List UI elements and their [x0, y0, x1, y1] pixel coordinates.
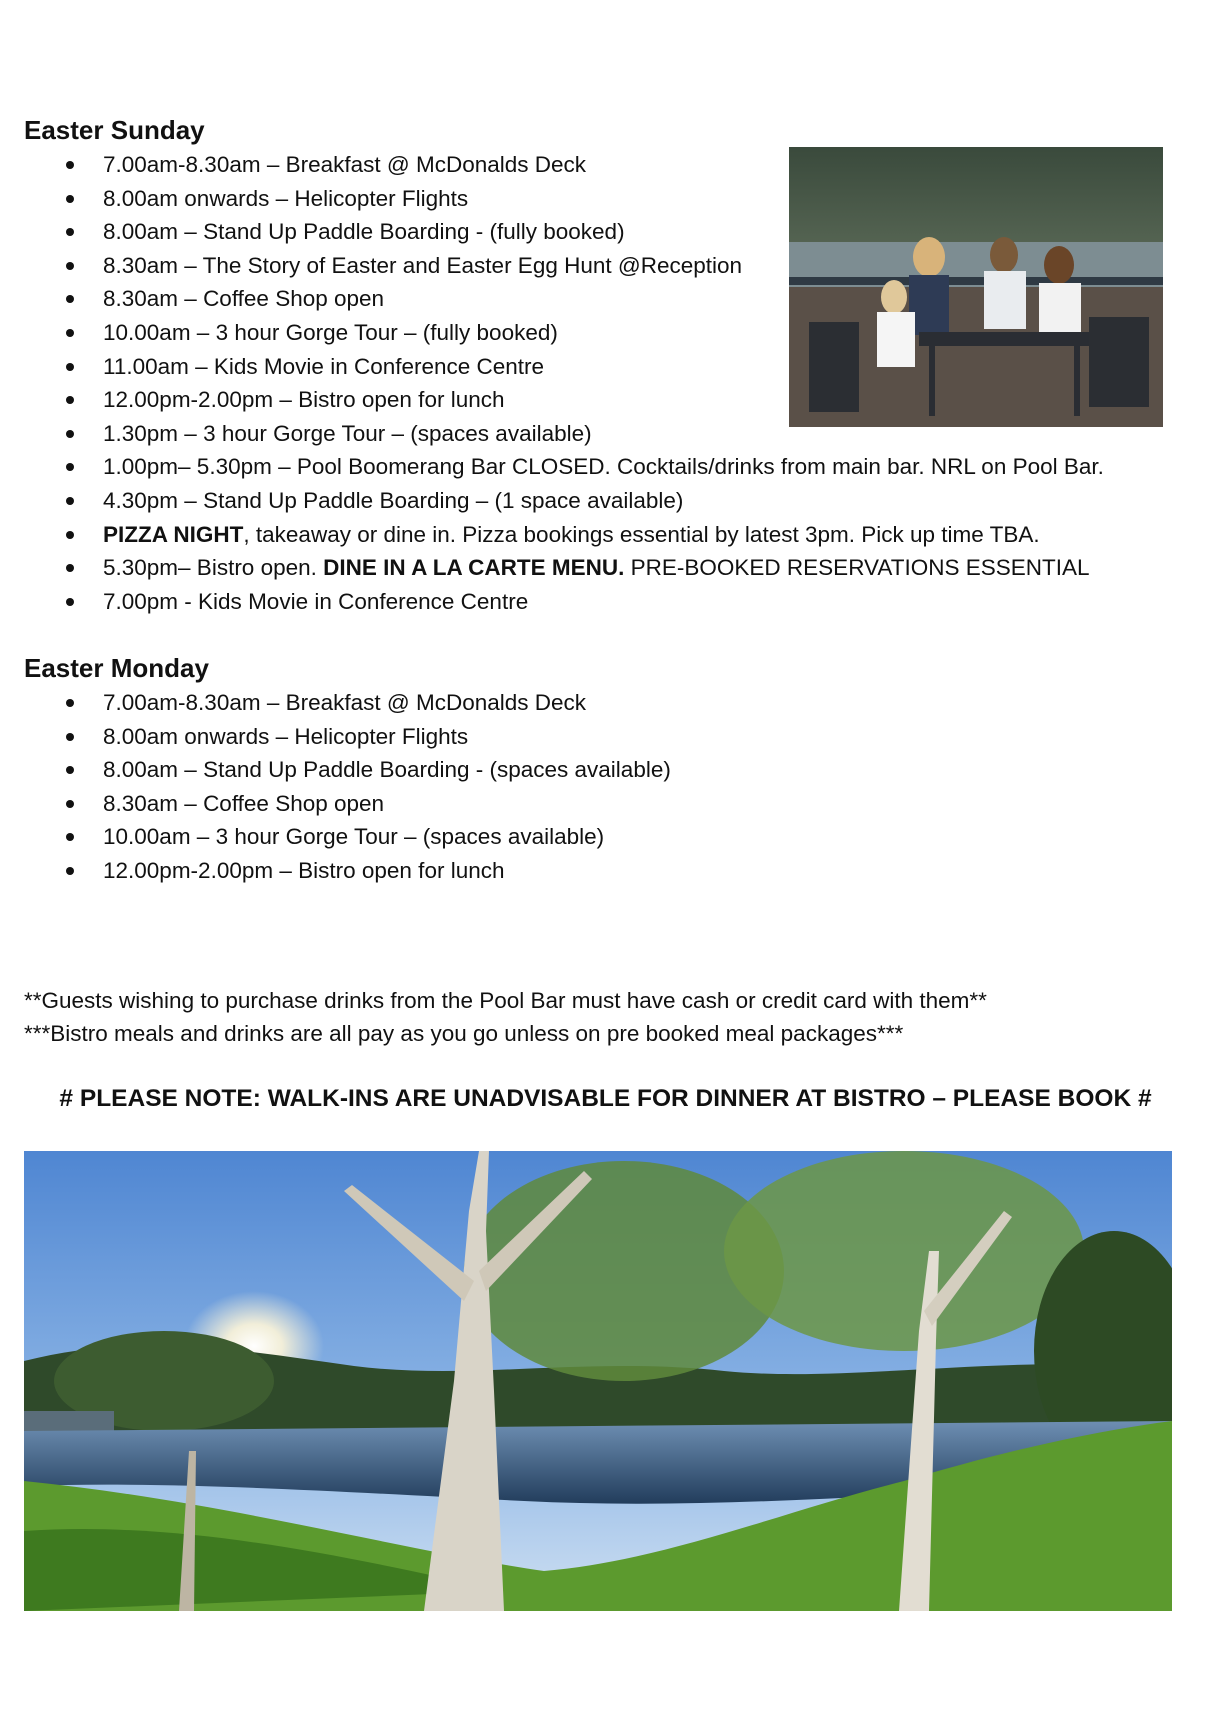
schedule-item-text: 4.30pm – Stand Up Paddle Boarding – (1 space available)	[103, 487, 684, 513]
schedule-item-text: 7.00am-8.30am – Breakfast @ McDonalds Deck	[103, 152, 587, 177]
schedule-item-text: 10.00am – 3 hour Gorge Tour – (spaces available)	[103, 824, 605, 850]
schedule-item-text: 8.30am – Coffee Shop open	[103, 286, 385, 312]
schedule-item-text: 11.00am – Kids Movie in Conference Centre	[103, 353, 545, 379]
schedule-item	[0, 585, 1180, 619]
schedule-item-text: PRE-BOOKED RESERVATIONS ESSENTIAL	[624, 555, 1090, 581]
schedule-item	[0, 450, 1180, 484]
schedule-item-text: 1.30pm – 3 hour Gorge Tour – (spaces available)	[103, 420, 592, 446]
schedule-item-text: 10.00am – 3 hour Gorge Tour – (fully booked)	[103, 319, 558, 345]
schedule-item-text: 7.00pm - Kids Movie in Conference Centre	[103, 588, 529, 614]
schedule-item-text: 8.00am – Stand Up Paddle Boarding - (spaces available)	[103, 757, 671, 783]
schedule-item-text: 8.00am – Stand Up Paddle Boarding - (fully booked)	[103, 219, 625, 245]
easter-monday-schedule	[0, 686, 1180, 888]
lagoon-landscape-photo	[24, 1151, 1172, 1611]
schedule-item-text: 7.00am-8.30am – Breakfast @ McDonalds Deck	[103, 690, 587, 715]
schedule-item	[0, 787, 1180, 821]
dining-family-photo	[789, 147, 1163, 427]
schedule-item	[0, 820, 1180, 854]
booking-notice-banner: # PLEASE NOTE: WALK-INS ARE UNADVISABLE FOR DINNER AT BISTRO – PLEASE BOOK #	[59, 1085, 1152, 1112]
schedule-item-emphasis: PIZZA NIGHT	[103, 521, 244, 547]
schedule-item-text: 12.00pm-2.00pm – Bistro open for lunch	[103, 387, 505, 413]
schedule-item	[0, 484, 1180, 518]
schedule-item-text: , takeaway or dine in. Pizza bookings essential by latest 3pm. Pick up time TBA.	[243, 521, 1040, 547]
schedule-item-text: 8.30am – Coffee Shop open	[103, 790, 385, 816]
easter-monday-heading: Easter Monday	[24, 653, 209, 683]
schedule-item-emphasis: DINE IN A LA CARTE MENU.	[323, 555, 625, 581]
easter-sunday-heading: Easter Sunday	[24, 115, 205, 145]
schedule-item-text: 5.30pm– Bistro open.	[103, 555, 324, 581]
schedule-item-text: 8.30am – The Story of Easter and Easter Egg Hunt @Reception	[103, 252, 743, 278]
schedule-item-text: 1.00pm– 5.30pm – Pool Boomerang Bar CLOSED. Cocktails/drinks from main bar. NRL on Pool Bar.	[103, 454, 1104, 480]
schedule-item	[0, 686, 1180, 720]
pool-bar-note: **Guests wishing to purchase drinks from the Pool Bar must have cash or credit card with them**	[24, 988, 987, 1013]
schedule-item-text: 12.00pm-2.00pm – Bistro open for lunch	[103, 857, 505, 883]
schedule-item	[0, 854, 1180, 888]
schedule-item	[0, 551, 1180, 585]
schedule-item-text: 8.00am onwards – Helicopter Flights	[103, 723, 469, 749]
schedule-item	[0, 753, 1180, 787]
schedule-item	[0, 720, 1180, 754]
schedule-item-text: 8.00am onwards – Helicopter Flights	[103, 185, 469, 211]
schedule-item	[0, 518, 1180, 552]
bistro-payment-note: ***Bistro meals and drinks are all pay as you go unless on pre booked meal packages***	[24, 1021, 904, 1046]
